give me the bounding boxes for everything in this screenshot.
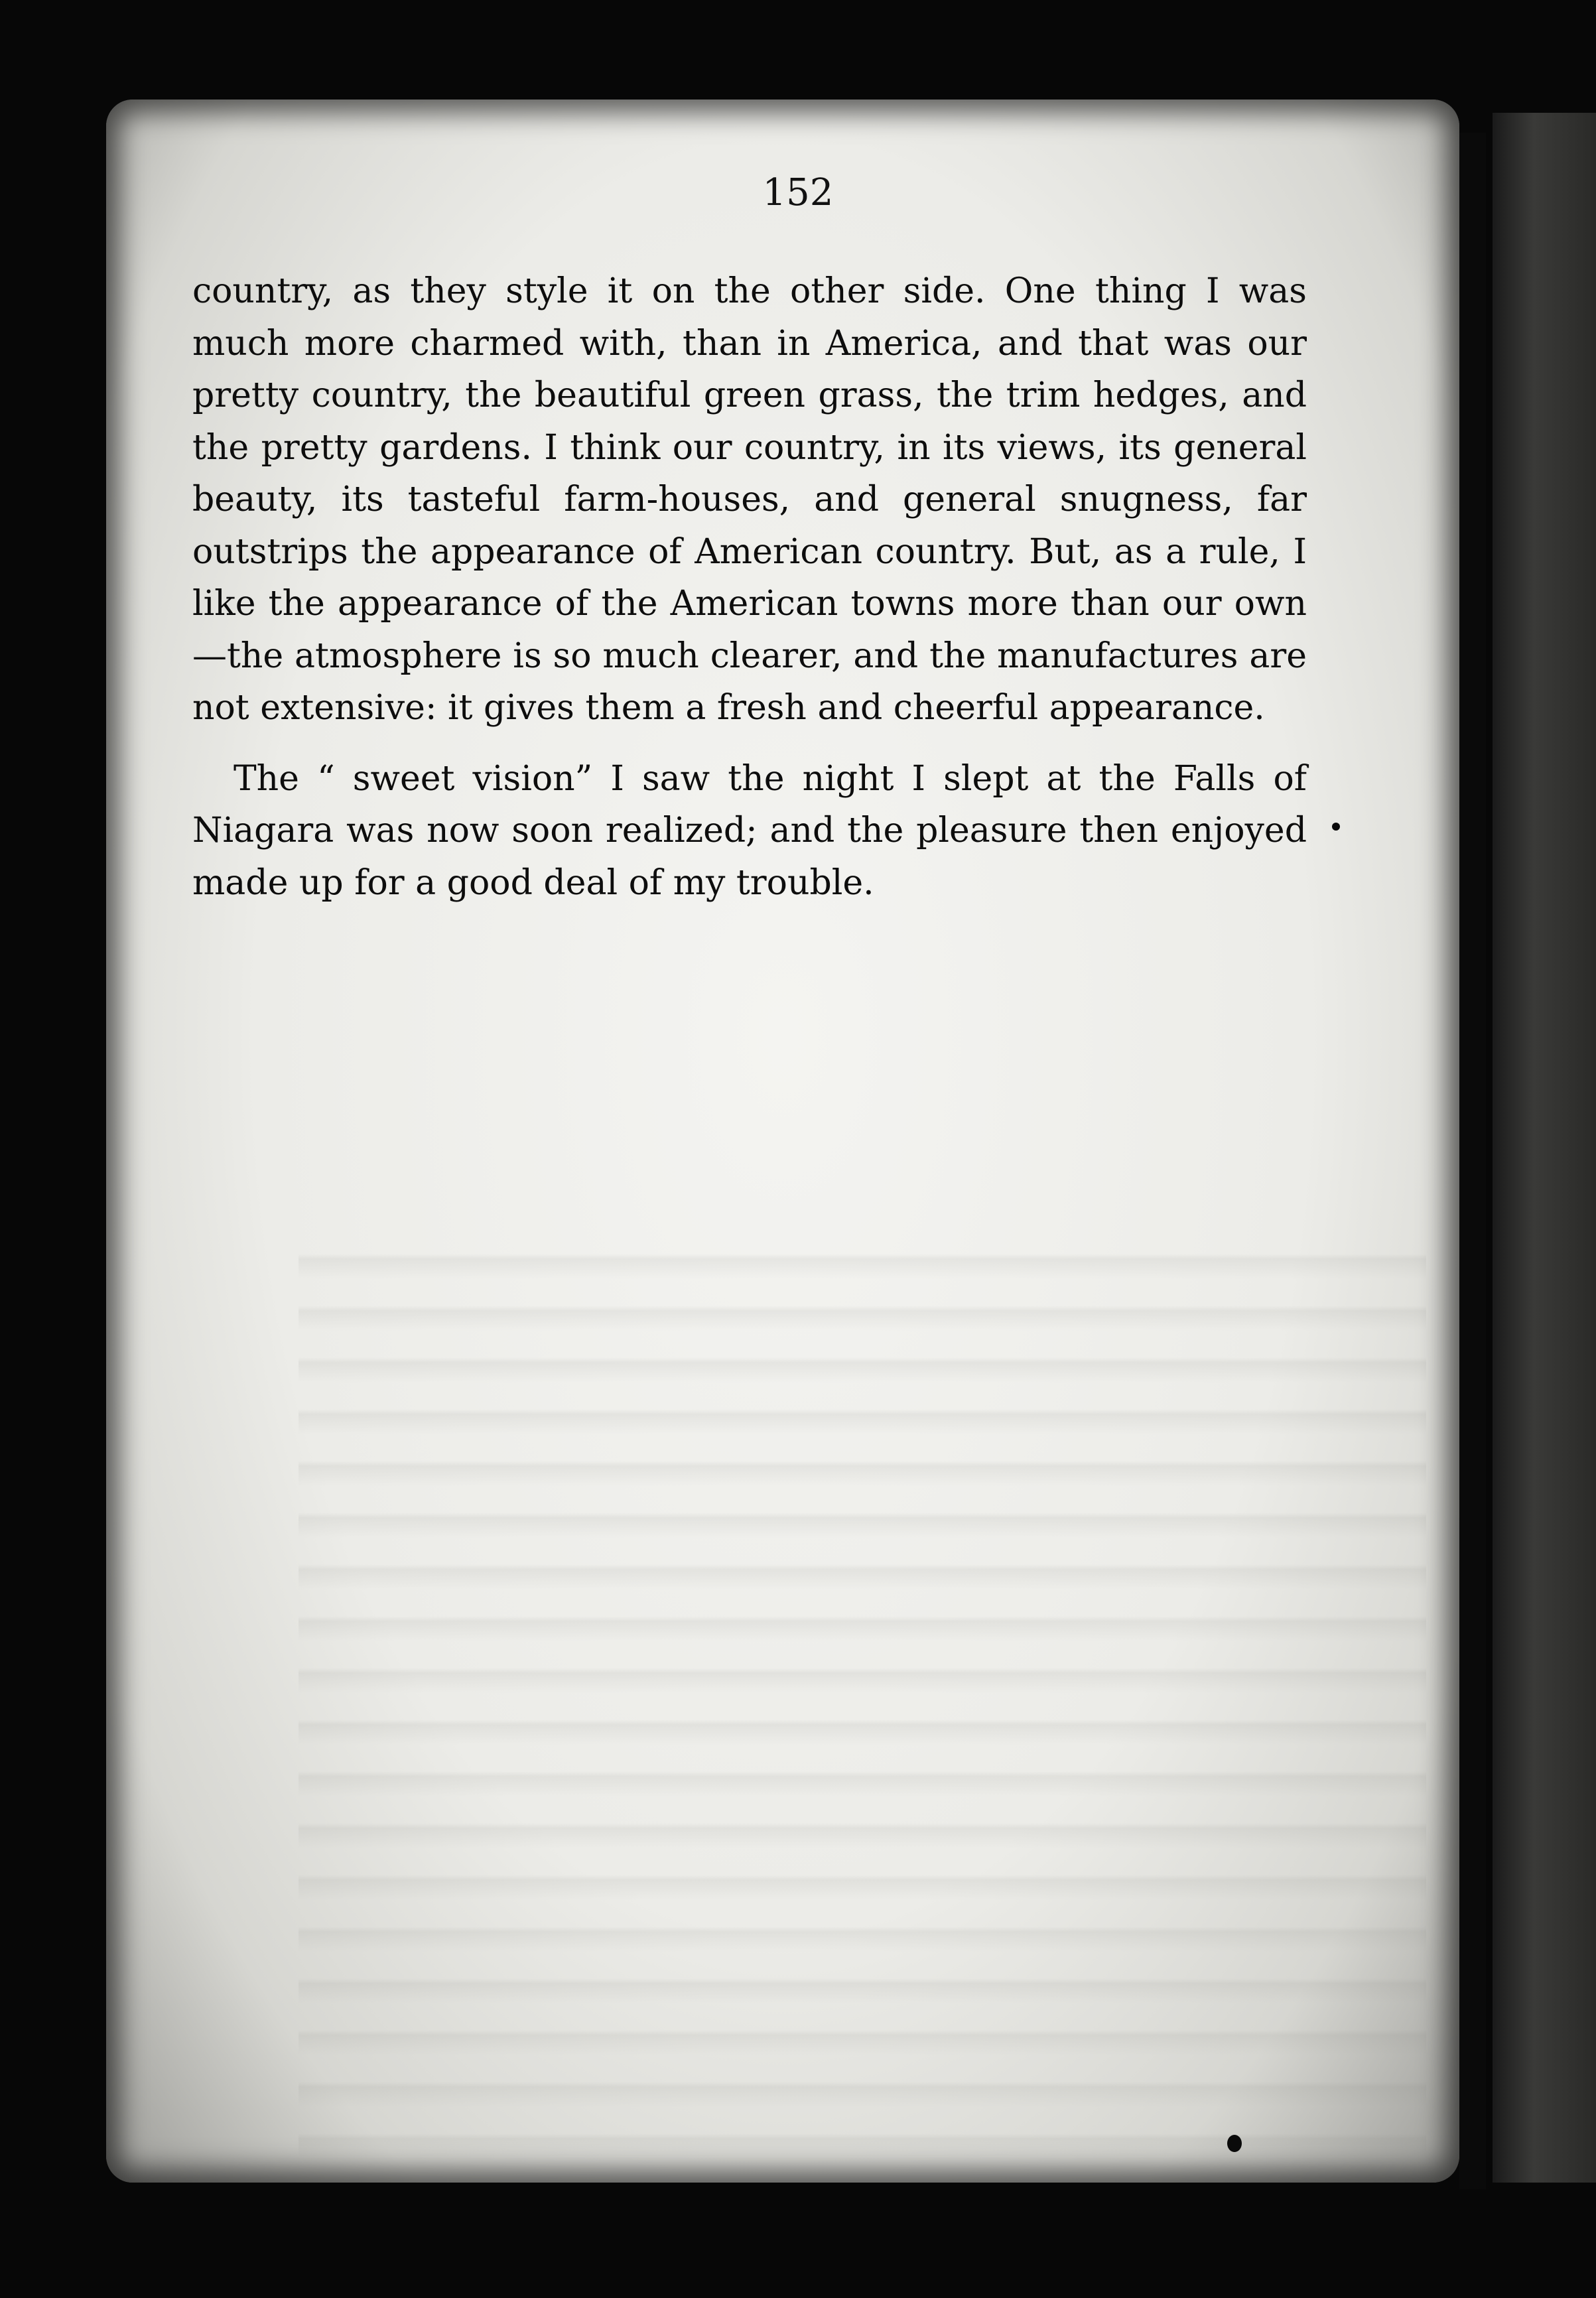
ink-speck	[1332, 823, 1340, 831]
body-text	[192, 265, 1307, 909]
page-number: 152	[762, 171, 834, 214]
paragraph-1: country, as they style it on the other side. One thing I was much more charmed with, than in America, and that was our pretty country, the beautiful green grass, the trim hedges, and the pretty gardens. I think our country, in its views, its general beauty, its tasteful farm-houses, and general snugness, far outstrips the appearance of American country. But, as a rule, I like the appearance of the American towns more than our own—the atmosphere is so much clearer, and the manufactures are not extensive: it gives them a fresh and cheerful appearance.	[192, 271, 1307, 728]
adjacent-page-edge	[1493, 113, 1596, 2183]
show-through-text	[299, 1227, 1426, 2156]
ink-speck	[1227, 2135, 1242, 2152]
paragraph-2: The “ sweet vision” I saw the night I slept at the Falls of Niagara was now soon realized; and the pleasure then enjoyed made up for a good deal of my trouble.	[192, 758, 1307, 903]
spine-shadow	[1459, 133, 1486, 2189]
